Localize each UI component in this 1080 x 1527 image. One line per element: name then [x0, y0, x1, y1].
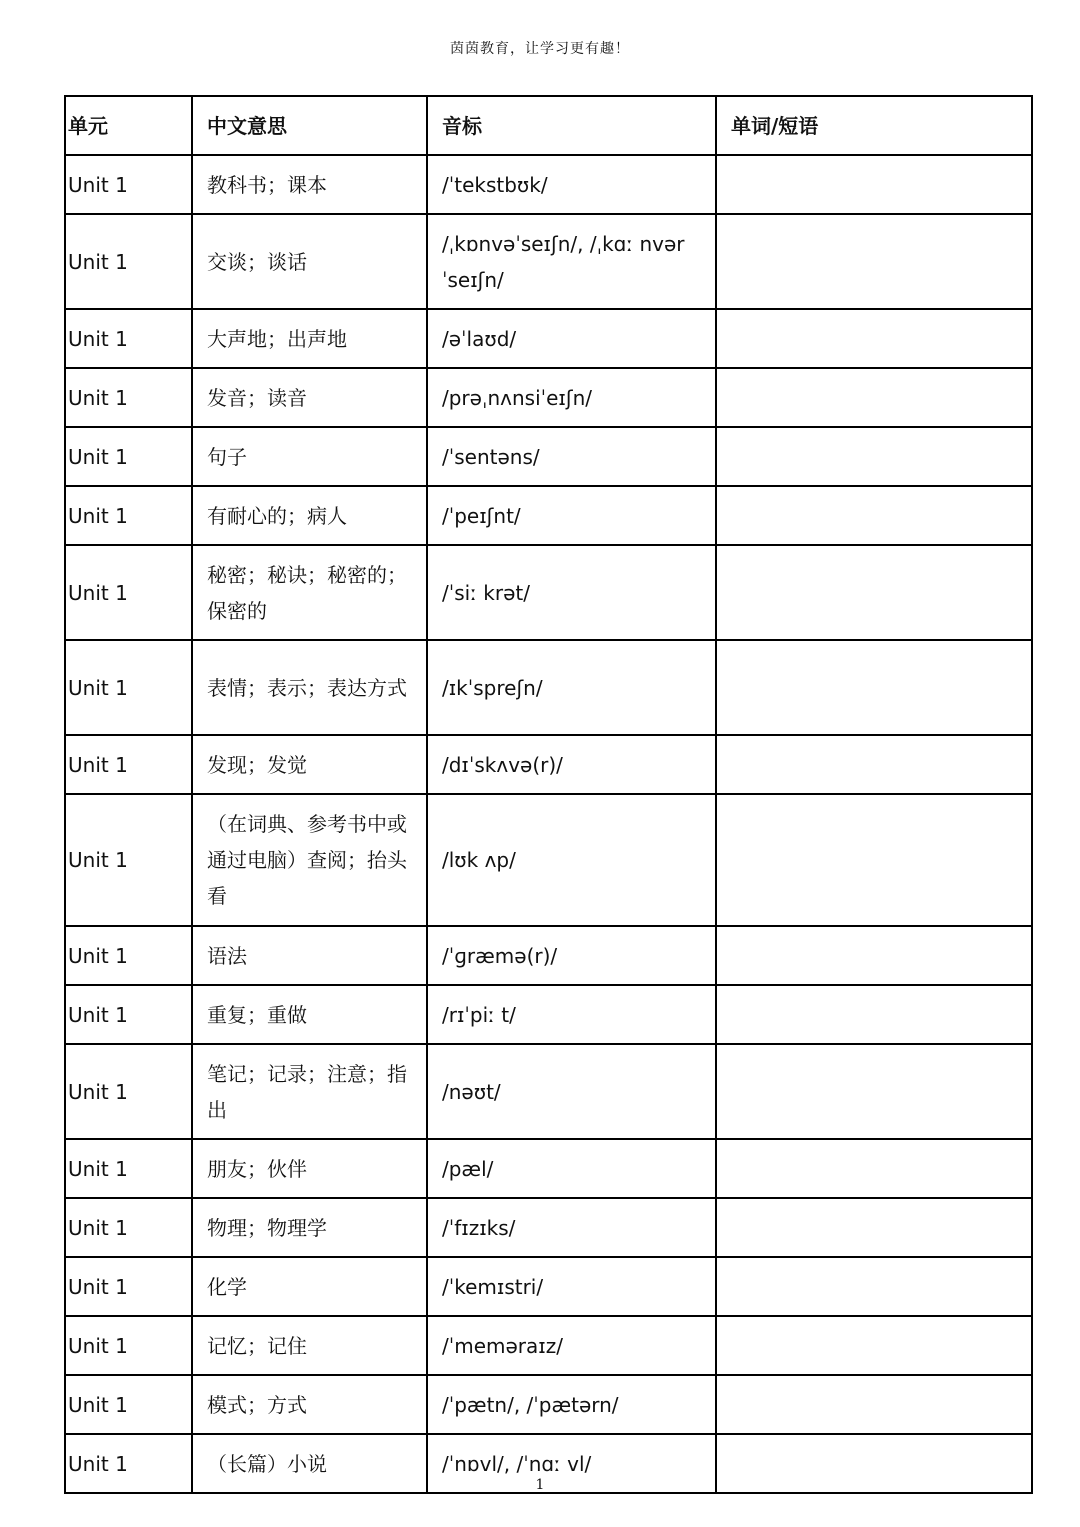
meaning-cell: 记忆；记住 — [192, 1316, 427, 1375]
meaning-cell: 发现；发觉 — [192, 735, 427, 794]
table-row — [65, 985, 1032, 1044]
table-header-row — [65, 96, 1032, 155]
meaning-cell: 物理；物理学 — [192, 1198, 427, 1257]
table-row — [65, 214, 1032, 309]
word-cell — [716, 155, 1032, 214]
unit-cell: Unit 1 — [65, 1316, 192, 1375]
word-cell — [716, 545, 1032, 640]
meaning-cell: 大声地；出声地 — [192, 309, 427, 368]
phonetic-cell: /ˈɡræmə(r)/ — [427, 926, 716, 985]
phonetic-cell: /ˈsiː krət/ — [427, 545, 716, 640]
phonetic-cell: /prəˌnʌnsiˈeɪʃn/ — [427, 368, 716, 427]
phonetic-cell: /ˈfɪzɪks/ — [427, 1198, 716, 1257]
meaning-cell: 表情；表示；表达方式 — [192, 640, 427, 735]
word-cell — [716, 1139, 1032, 1198]
phonetic-cell: /pæl/ — [427, 1139, 716, 1198]
unit-cell: Unit 1 — [65, 309, 192, 368]
table-row — [65, 1139, 1032, 1198]
unit-cell: Unit 1 — [65, 545, 192, 640]
meaning-cell: 语法 — [192, 926, 427, 985]
meaning-cell: 模式；方式 — [192, 1375, 427, 1434]
meaning-cell: 有耐心的；病人 — [192, 486, 427, 545]
phonetic-cell: /ˈpætn/, /ˈpætərn/ — [427, 1375, 716, 1434]
meaning-cell: 发音；读音 — [192, 368, 427, 427]
page-header: 茵茵教育，让学习更有趣！ — [450, 41, 630, 57]
table-row — [65, 368, 1032, 427]
table-row — [65, 155, 1032, 214]
phonetic-cell: /dɪˈskʌvə(r)/ — [427, 735, 716, 794]
table-row — [65, 545, 1032, 640]
table-row — [65, 1257, 1032, 1316]
word-cell — [716, 486, 1032, 545]
table-row — [65, 427, 1032, 486]
unit-cell: Unit 1 — [65, 1257, 192, 1316]
phonetic-cell: /lʊk ʌp/ — [427, 794, 716, 926]
word-cell — [716, 926, 1032, 985]
unit-cell: Unit 1 — [65, 1044, 192, 1139]
phonetic-cell: /ˈtekstbʊk/ — [427, 155, 716, 214]
meaning-cell: 笔记；记录；注意；指出 — [192, 1044, 427, 1139]
vocabulary-table — [64, 95, 1033, 1494]
table-row — [65, 1316, 1032, 1375]
word-cell — [716, 368, 1032, 427]
phonetic-cell: /ˌkɒnvəˈseɪʃn/, /ˌkɑː nvərˈseɪʃn/ — [427, 214, 716, 309]
phonetic-cell: /ˈpeɪʃnt/ — [427, 486, 716, 545]
unit-cell: Unit 1 — [65, 214, 192, 309]
phonetic-cell: /ɪkˈspreʃn/ — [427, 640, 716, 735]
word-cell — [716, 1316, 1032, 1375]
table-row — [65, 735, 1032, 794]
unit-cell: Unit 1 — [65, 427, 192, 486]
unit-cell: Unit 1 — [65, 735, 192, 794]
column-header-phonetic: 音标 — [427, 96, 716, 155]
page-number: 1 — [535, 1477, 545, 1493]
table-row — [65, 1044, 1032, 1139]
word-cell — [716, 1257, 1032, 1316]
unit-cell: Unit 1 — [65, 926, 192, 985]
unit-cell: Unit 1 — [65, 1434, 192, 1493]
table-row — [65, 309, 1032, 368]
meaning-cell: （长篇）小说 — [192, 1434, 427, 1493]
table-row — [65, 1198, 1032, 1257]
unit-cell: Unit 1 — [65, 1375, 192, 1434]
meaning-cell: 重复；重做 — [192, 985, 427, 1044]
meaning-cell: （在词典、参考书中或通过电脑）查阅；抬头看 — [192, 794, 427, 926]
meaning-cell: 教科书；课本 — [192, 155, 427, 214]
word-cell — [716, 1044, 1032, 1139]
word-cell — [716, 427, 1032, 486]
unit-cell: Unit 1 — [65, 794, 192, 926]
unit-cell: Unit 1 — [65, 985, 192, 1044]
word-cell — [716, 1198, 1032, 1257]
word-cell — [716, 1375, 1032, 1434]
word-cell — [716, 735, 1032, 794]
word-cell — [716, 309, 1032, 368]
unit-cell: Unit 1 — [65, 1198, 192, 1257]
table-row — [65, 1375, 1032, 1434]
unit-cell: Unit 1 — [65, 486, 192, 545]
column-header-unit: 单元 — [65, 96, 192, 155]
table-row — [65, 926, 1032, 985]
phonetic-cell: /rɪˈpiː t/ — [427, 985, 716, 1044]
unit-cell: Unit 1 — [65, 1139, 192, 1198]
phonetic-cell: /ˈmeməraɪz/ — [427, 1316, 716, 1375]
meaning-cell: 秘密；秘诀；秘密的；保密的 — [192, 545, 427, 640]
phonetic-cell: /ˈkemɪstri/ — [427, 1257, 716, 1316]
meaning-cell: 朋友；伙伴 — [192, 1139, 427, 1198]
word-cell — [716, 214, 1032, 309]
column-header-meaning: 中文意思 — [192, 96, 427, 155]
unit-cell: Unit 1 — [65, 155, 192, 214]
phonetic-cell: /nəʊt/ — [427, 1044, 716, 1139]
meaning-cell: 化学 — [192, 1257, 427, 1316]
table-row — [65, 486, 1032, 545]
phonetic-cell: /ˈnɒvl/, /ˈnɑː vl/ — [427, 1434, 716, 1493]
phonetic-cell: /əˈlaʊd/ — [427, 309, 716, 368]
unit-cell: Unit 1 — [65, 640, 192, 735]
phonetic-cell: /ˈsentəns/ — [427, 427, 716, 486]
meaning-cell: 句子 — [192, 427, 427, 486]
table-row — [65, 794, 1032, 926]
column-header-word: 单词/短语 — [716, 96, 1032, 155]
table-row — [65, 640, 1032, 735]
unit-cell: Unit 1 — [65, 368, 192, 427]
word-cell — [716, 985, 1032, 1044]
word-cell — [716, 640, 1032, 735]
meaning-cell: 交谈；谈话 — [192, 214, 427, 309]
word-cell — [716, 794, 1032, 926]
